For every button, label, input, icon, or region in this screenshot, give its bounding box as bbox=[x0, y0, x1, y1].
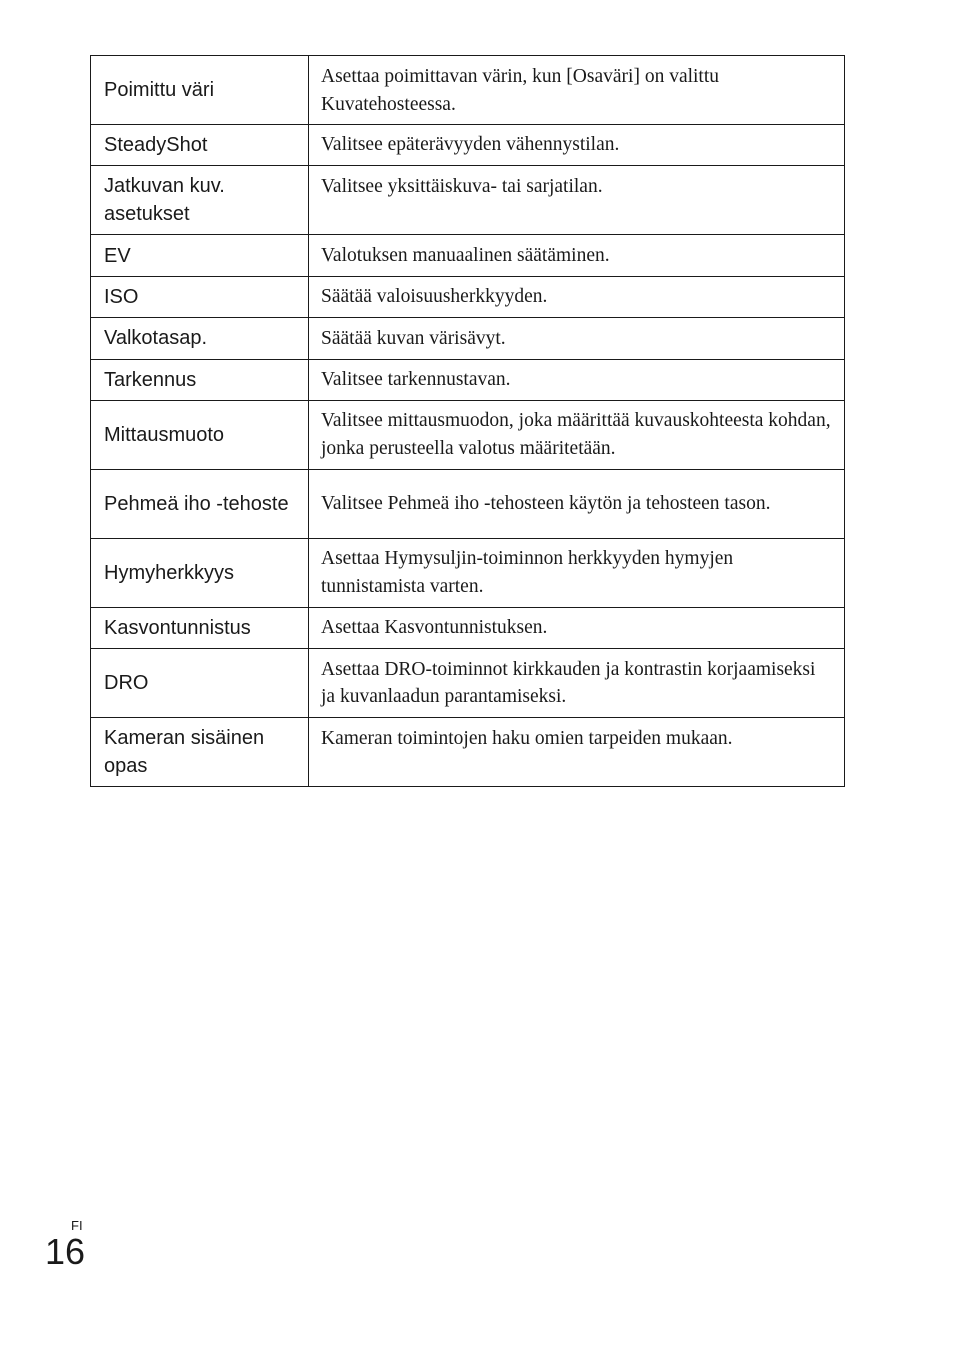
setting-description: Säätää valoisuusherkkyyden. bbox=[309, 276, 845, 317]
table-row bbox=[91, 607, 845, 648]
setting-description: Valitsee tarkennustavan. bbox=[309, 359, 845, 400]
table-row bbox=[91, 235, 845, 276]
setting-name: Hymyherkkyys bbox=[91, 538, 309, 607]
setting-name: DRO bbox=[91, 649, 309, 718]
table-row bbox=[91, 469, 845, 538]
setting-description: Säätää kuvan värisävyt. bbox=[309, 318, 845, 359]
table-row bbox=[91, 276, 845, 317]
setting-name: Jatkuvan kuv. asetukset bbox=[91, 166, 309, 235]
setting-name: Kasvontunnistus bbox=[91, 607, 309, 648]
setting-description: Valitsee mittausmuodon, joka määrittää kuvauskohteesta kohdan, jonka perusteella valotus määritetään. bbox=[309, 400, 845, 469]
setting-name: SteadyShot bbox=[91, 125, 309, 166]
setting-description: Asettaa Kasvontunnistuksen. bbox=[309, 607, 845, 648]
setting-description: Valitsee Pehmeä iho -tehosteen käytön ja tehosteen tason. bbox=[309, 469, 845, 538]
table-row bbox=[91, 125, 845, 166]
setting-description: Asettaa DRO-toiminnot kirkkauden ja kontrastin korjaamiseksi ja kuvanlaadun parantamiseksi. bbox=[309, 649, 845, 718]
menu-settings-table bbox=[90, 55, 845, 787]
setting-name: Poimittu väri bbox=[91, 56, 309, 125]
setting-name: Mittausmuoto bbox=[91, 400, 309, 469]
setting-name: Valkotasap. bbox=[91, 318, 309, 359]
setting-name: EV bbox=[91, 235, 309, 276]
setting-description: Valitsee yksittäiskuva- tai sarjatilan. bbox=[309, 166, 845, 235]
table-row bbox=[91, 649, 845, 718]
table-row bbox=[91, 359, 845, 400]
page-number: 16 bbox=[45, 1231, 86, 1272]
setting-description: Valitsee epäterävyyden vähennystilan. bbox=[309, 125, 845, 166]
table-row bbox=[91, 166, 845, 235]
setting-description: Valotuksen manuaalinen säätäminen. bbox=[309, 235, 845, 276]
setting-description: Asettaa poimittavan värin, kun [Osaväri] on valittu Kuvatehosteessa. bbox=[309, 56, 845, 125]
language-code: FI bbox=[71, 1218, 83, 1233]
table-row bbox=[91, 718, 845, 787]
setting-name: ISO bbox=[91, 276, 309, 317]
table-row bbox=[91, 400, 845, 469]
table-row bbox=[91, 56, 845, 125]
table-row bbox=[91, 538, 845, 607]
setting-name: Pehmeä iho -tehoste bbox=[91, 469, 309, 538]
table-row bbox=[91, 318, 845, 359]
setting-name: Tarkennus bbox=[91, 359, 309, 400]
setting-description: Kameran toimintojen haku omien tarpeiden mukaan. bbox=[309, 718, 845, 787]
setting-name: Kameran sisäinen opas bbox=[91, 718, 309, 787]
setting-description: Asettaa Hymysuljin-toiminnon herkkyyden hymyjen tunnistamista varten. bbox=[309, 538, 845, 607]
